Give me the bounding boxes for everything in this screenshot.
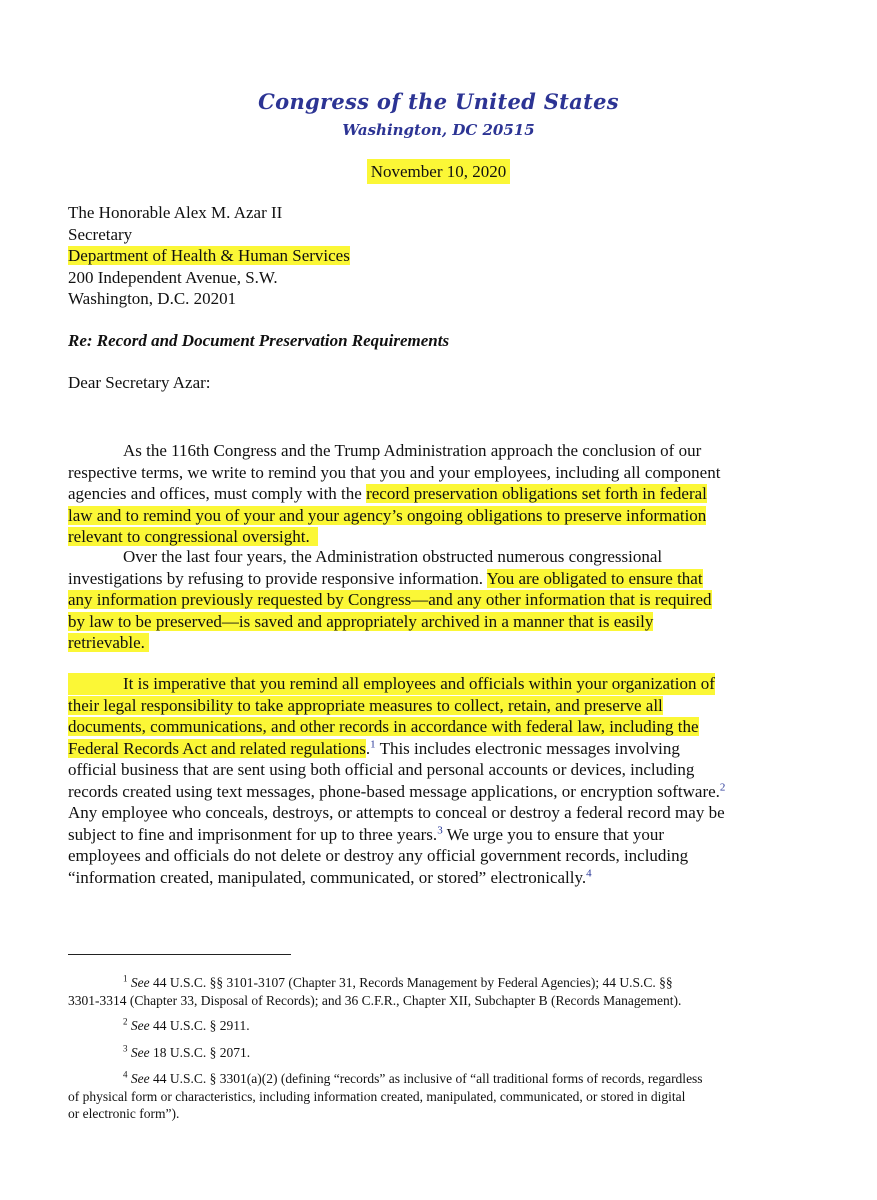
recipient-name: The Honorable Alex M. Azar II	[68, 203, 283, 222]
footnote-ref-2[interactable]: 2	[719, 780, 726, 793]
footnote-ref-4[interactable]: 4	[586, 866, 592, 879]
paragraph-3: It is imperative that you remind all employees and officials within your organization of their legal responsibility to take appropriate measures to collect, retain, and preserve all documents, communications, and other records in accordance with federal law, including the Federal Records Act and related regulations.$^1$ This includes electronic messages involving official business that are sent using both official and personal accounts or devices, including records created using text messages, phone-based message applications, or encryption software.$^2$ Any employee who conceals, destroys, or attempts to conceal or destroy a federal record may be subject to fine and imprisonment for up to three years.$^3$ We urge you to ensure that your employees and officials do not delete or destroy any official government records, including “information created, manipulated, communicated, or stored” electronically.$^4$	[68, 674, 726, 887]
letter-date: November 10, 2020	[0, 162, 877, 182]
letterhead-address: Washington, DC 20515	[342, 121, 535, 139]
letterhead-title: Congress of the United States	[258, 89, 619, 114]
highlight: record preservation obligations set forth in federal	[366, 484, 707, 503]
footnote-divider	[68, 954, 291, 955]
recipient-city: Washington, D.C. 20201	[68, 289, 237, 308]
footnote-1: $^1$ See 44 U.S.C. §§ 3101-3107 (Chapter 31, Records Management by Federal Agencies); 44 U.S.C. §§ 3301-3314 (Chapter 33, Disposal of Records); and 36 C.F.R., Chapter XII, Subchapter B (Records Management).	[68, 973, 682, 1008]
paragraph-2: Over the last four years, the Administration obstructed numerous congressional investigations by refusing to provide responsive information. You are obligated to ensure that any information previously requested by Congress—and any other information that is required by law to be preserved—is saved and appropriately archived in a manner that is easily retrievable.	[68, 547, 712, 652]
recipient-title: Secretary	[68, 224, 133, 244]
highlight: You are obligated to ensure that	[486, 568, 703, 588]
footnote-4: $^4$ See 44 U.S.C. § 3301(a)(2) (defining “records” as inclusive of “all traditional forms of records, regardless of physical form or characteristics, including information created, manipulated, communicated, or stored in digital or electronic form”).	[68, 1069, 703, 1121]
footnote-3: $^3$ See 18 U.S.C. § 2071.	[123, 1043, 251, 1060]
subject-line: Re: Record and Document Preservation Requirements	[68, 331, 450, 350]
salutation: Dear Secretary Azar:	[68, 373, 211, 392]
footnote-ref-1[interactable]: 1	[370, 737, 376, 750]
footnote-ref-3[interactable]: 3	[437, 823, 443, 836]
footnote-2: $^2$ See 44 U.S.C. § 2911.	[123, 1016, 250, 1033]
recipient-department: Department of Health & Human Services	[68, 246, 350, 265]
paragraph-1: As the 116th Congress and the Trump Administration approach the conclusion of our respective terms, we write to remind you that you and your employees, including all component agencies and offices, must comply with the record preservation obligations set forth in federal law and to remind you of your and your agency’s ongoing obligations to preserve information relevant to congressional oversight.	[68, 441, 721, 546]
recipient-street: 200 Independent Avenue, S.W.	[68, 267, 278, 287]
recipient-address	[68, 202, 350, 310]
